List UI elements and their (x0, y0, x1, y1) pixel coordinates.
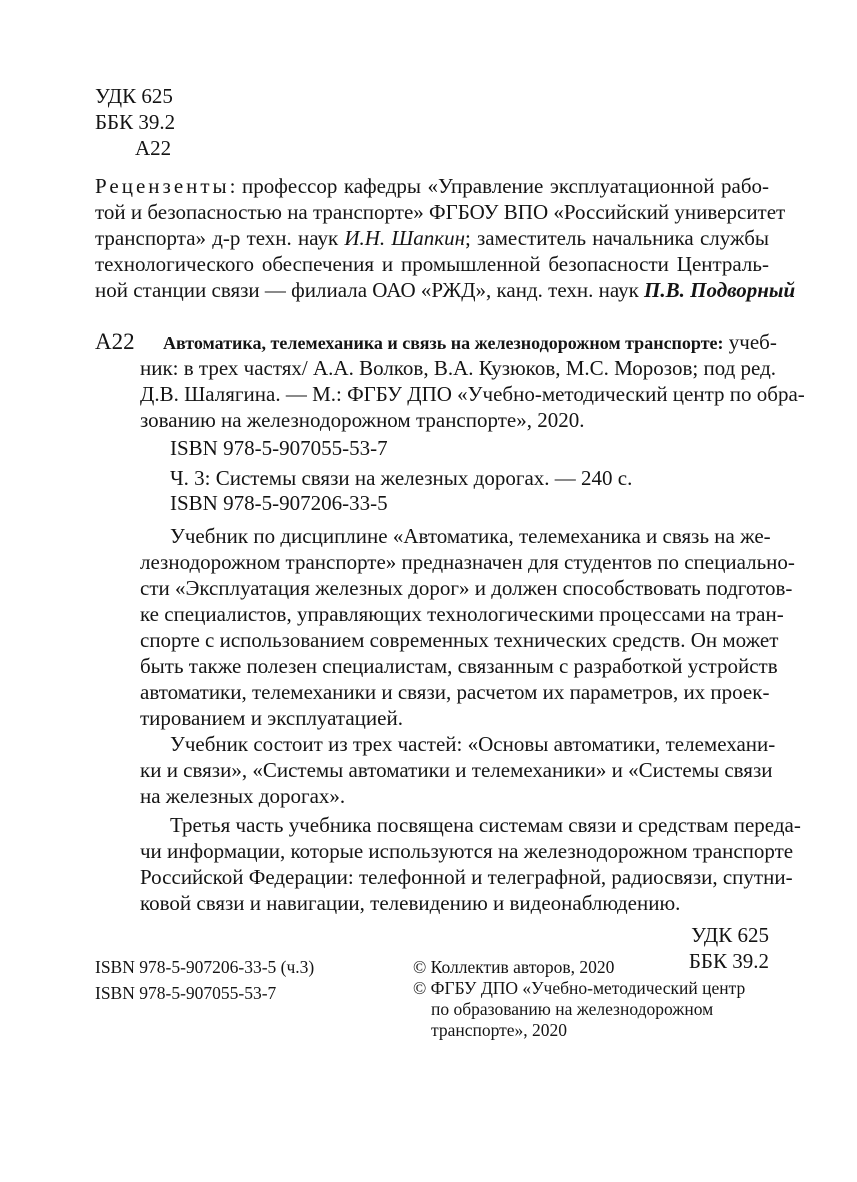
abstract-p3-line: чи информации, которые используются на железнодорожном транспорте (140, 839, 794, 863)
abstract-p2-line: Учебник состоит из трех частей: «Основы автоматики, телемехани- (170, 732, 776, 756)
abstract-p3-line: Третья часть учебника посвящена системам связи и средствам переда- (170, 813, 801, 837)
abstract-p1-line: Учебник по дисциплине «Автоматика, телемеханика и связь на же- (170, 524, 771, 548)
isbn-line-1: ISBN 978-5-907206-33-5 (ч.3) (95, 957, 315, 977)
abstract-p2-line: на железных дорогах». (140, 784, 346, 808)
copyright-line-1: © Коллектив авторов, 2020 (413, 957, 615, 977)
copyright-line-4: транспорте», 2020 (431, 1020, 568, 1040)
catalog-line-3: Д.В. Шалягина. — М.: ФГБУ ДПО «Учебно-методический центр по обра- (140, 382, 805, 406)
abstract-p1-line: тированием и эксплуатацией. (140, 706, 403, 730)
isbn-part: ISBN 978-5-907206-33-5 (170, 491, 388, 515)
reviewers-line-2: той и безопасностью на транспорте» ФГБОУ ВПО «Российский университет (95, 200, 786, 224)
reviewer-name-2: П.В. Подворный (644, 278, 796, 302)
reviewers-line-5: ной станции связи — филиала ОАО «РЖД», канд. техн. наук П.В. Подворный (95, 278, 796, 302)
catalog-code: А22 (95, 329, 135, 354)
udk-code: УДК 625 (95, 84, 173, 108)
reviewers-line-1: Рецензенты: профессор кафедры «Управление эксплуатационной рабо- (95, 174, 769, 198)
isbn-total: ISBN 978-5-907055-53-7 (170, 436, 388, 460)
abstract-p1-line: сти «Эксплуатация железных дорог» и должен способствовать подготов- (140, 576, 793, 600)
bbk-code: ББК 39.2 (95, 110, 176, 134)
isbn-line-2: ISBN 978-5-907055-53-7 (95, 983, 277, 1003)
footer-udk: УДК 625 (691, 923, 769, 947)
abstract-p1-line: автоматики, телемеханики и связи, расчетом их параметров, их проек- (140, 680, 770, 704)
reviewers-line-3: транспорта» д-р техн. наук И.Н. Шапкин; заместитель начальника службы (95, 226, 769, 250)
abstract-p1-line: лезнодорожном транспорте» предназначен для студентов по специально- (140, 550, 795, 574)
abstract-p3-line: ковой связи и навигации, телевидению и видеонаблюдению. (140, 891, 681, 915)
copyright-line-2: © ФГБУ ДПО «Учебно-методический центр (413, 978, 746, 998)
part-title: Ч. 3: Системы связи на железных дорогах. — 240 с. (170, 466, 633, 490)
reviewers-line-4: технологического обеспечения и промышленной безопасности Централь- (95, 252, 769, 276)
catalog-line-2: ник: в трех частях/ А.А. Волков, В.А. Кузюков, М.С. Морозов; под ред. (140, 356, 777, 380)
footer-bbk: ББК 39.2 (688, 949, 769, 973)
book-title: Автоматика, телемеханика и связь на железнодорожном транспорте: (163, 333, 724, 353)
author-mark: А22 (135, 136, 172, 160)
abstract-p3-line: Российской Федерации: телефонной и телеграфной, радиосвязи, спутни- (140, 865, 793, 889)
copyright-line-3: по образованию на железнодорожном (431, 999, 714, 1019)
abstract-p1-line: спорте с использованием современных технических средств. Он может (140, 628, 779, 652)
reviewer-name-1: И.Н. Шапкин (344, 226, 465, 250)
abstract-p1-line: ке специалистов, управляющих технологическими процессами на тран- (140, 602, 784, 626)
catalog-line-1: Автоматика, телемеханика и связь на железнодорожном транспорте: учеб- (163, 330, 777, 354)
reviewers-label: Рецензенты (95, 174, 230, 198)
abstract-p2-line: ки и связи», «Системы автоматики и телемеханики» и «Системы связи (140, 758, 773, 782)
abstract-p1-line: быть также полезен специалистам, связанным с разработкой устройств (140, 654, 778, 678)
catalog-line-4: зованию на железнодорожном транспорте», 2020. (140, 408, 585, 432)
